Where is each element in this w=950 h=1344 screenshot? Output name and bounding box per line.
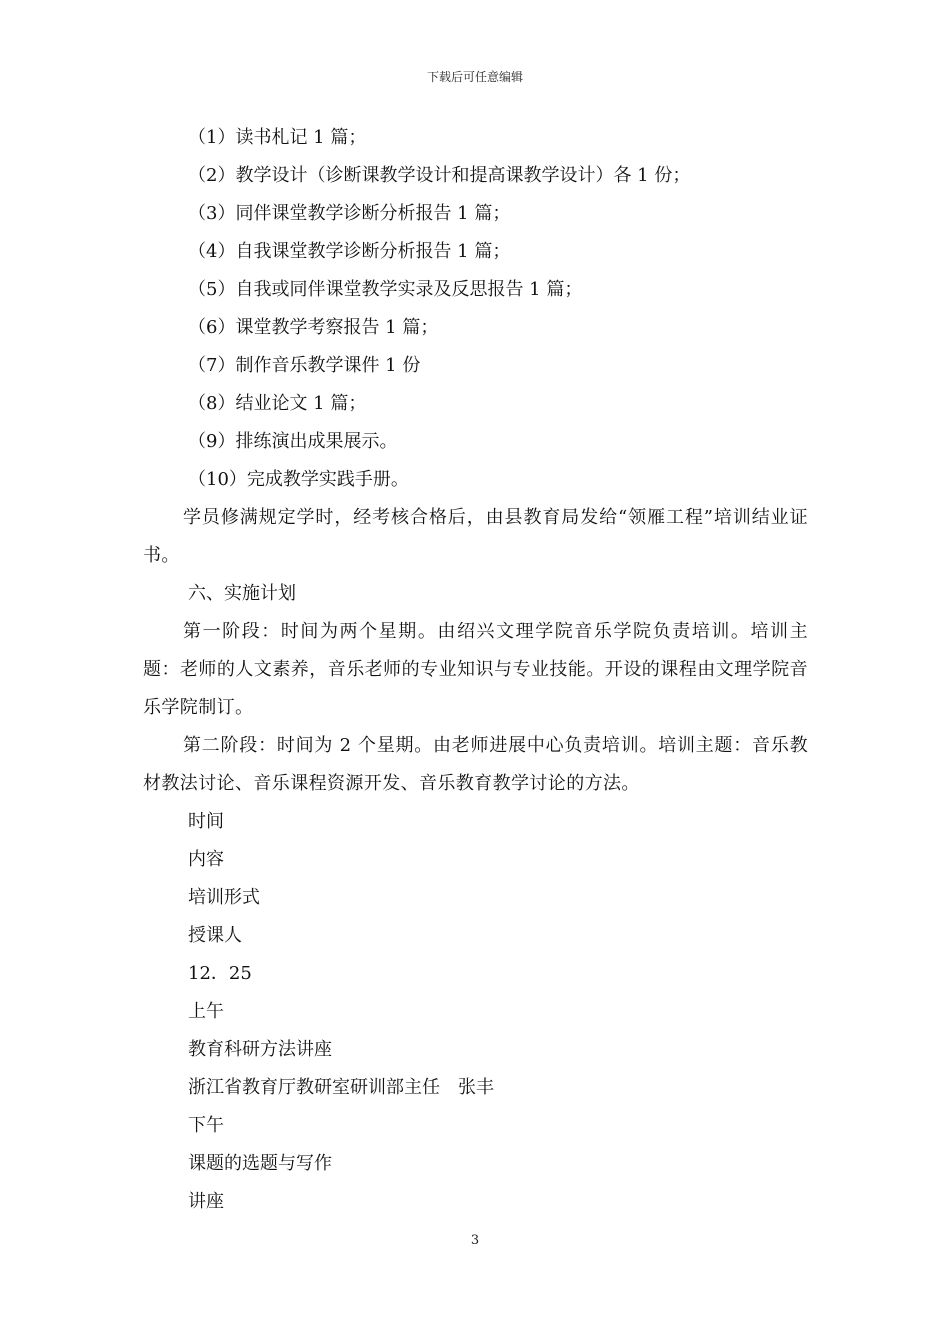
list-item: （9）排练演出成果展示。 [188, 431, 398, 452]
stage-two-paragraph: 第二阶段：时间为 2 个星期。由老师进展中心负责培训。培训主题：音乐教材教法讨论、音乐课程资源开发、音乐教育教学讨论的方法。 [143, 735, 808, 794]
list-item: （4）自我课堂教学诊断分析报告 1 篇； [188, 241, 511, 262]
schedule-cell: 授课人 [188, 925, 242, 946]
schedule-cell: 讲座 [188, 1191, 224, 1212]
list-item: （1）读书札记 1 篇； [188, 127, 367, 148]
schedule-cell: 时间 [188, 811, 224, 832]
section-heading: 六、实施计划 [188, 583, 296, 604]
schedule-cell: 内容 [188, 849, 224, 870]
list-item: （6）课堂教学考察报告 1 篇； [188, 317, 439, 338]
schedule-cell: 教育科研方法讲座 [188, 1039, 332, 1060]
certificate-paragraph: 学员修满规定学时，经考核合格后，由县教育局发给“领雁工程”培训结业证书。 [143, 507, 808, 566]
list-item: （3）同伴课堂教学诊断分析报告 1 篇； [188, 203, 511, 224]
list-item: （8）结业论文 1 篇； [188, 393, 367, 414]
schedule-cell: 上午 [188, 1001, 224, 1022]
list-item: （2）教学设计（诊断课教学设计和提高课教学设计）各 1 份； [188, 165, 691, 186]
document-body [143, 119, 808, 1221]
page-header: 下载后可任意编辑 [426, 70, 523, 84]
list-item: （7）制作音乐教学课件 1 份 [188, 355, 421, 376]
schedule-cell: 浙江省教育厅教研室研训部主任 张丰 [188, 1077, 494, 1098]
schedule-table-text [143, 803, 808, 1221]
list-item: （10）完成教学实践手册。 [188, 469, 409, 490]
schedule-cell: 12．25 [188, 963, 252, 984]
stage-one-paragraph: 第一阶段：时间为两个星期。由绍兴文理学院音乐学院负责培训。培训主题：老师的人文素养，音乐老师的专业知识与专业技能。开设的课程由文理学院音乐学院制订。 [143, 621, 808, 718]
list-item: （5）自我或同伴课堂教学实录及反思报告 1 篇； [188, 279, 583, 300]
deliverables-list [143, 119, 808, 499]
schedule-cell: 下午 [188, 1115, 224, 1136]
schedule-cell: 培训形式 [188, 887, 260, 908]
page-number: 3 [470, 1233, 480, 1248]
schedule-cell: 课题的选题与写作 [188, 1153, 332, 1174]
